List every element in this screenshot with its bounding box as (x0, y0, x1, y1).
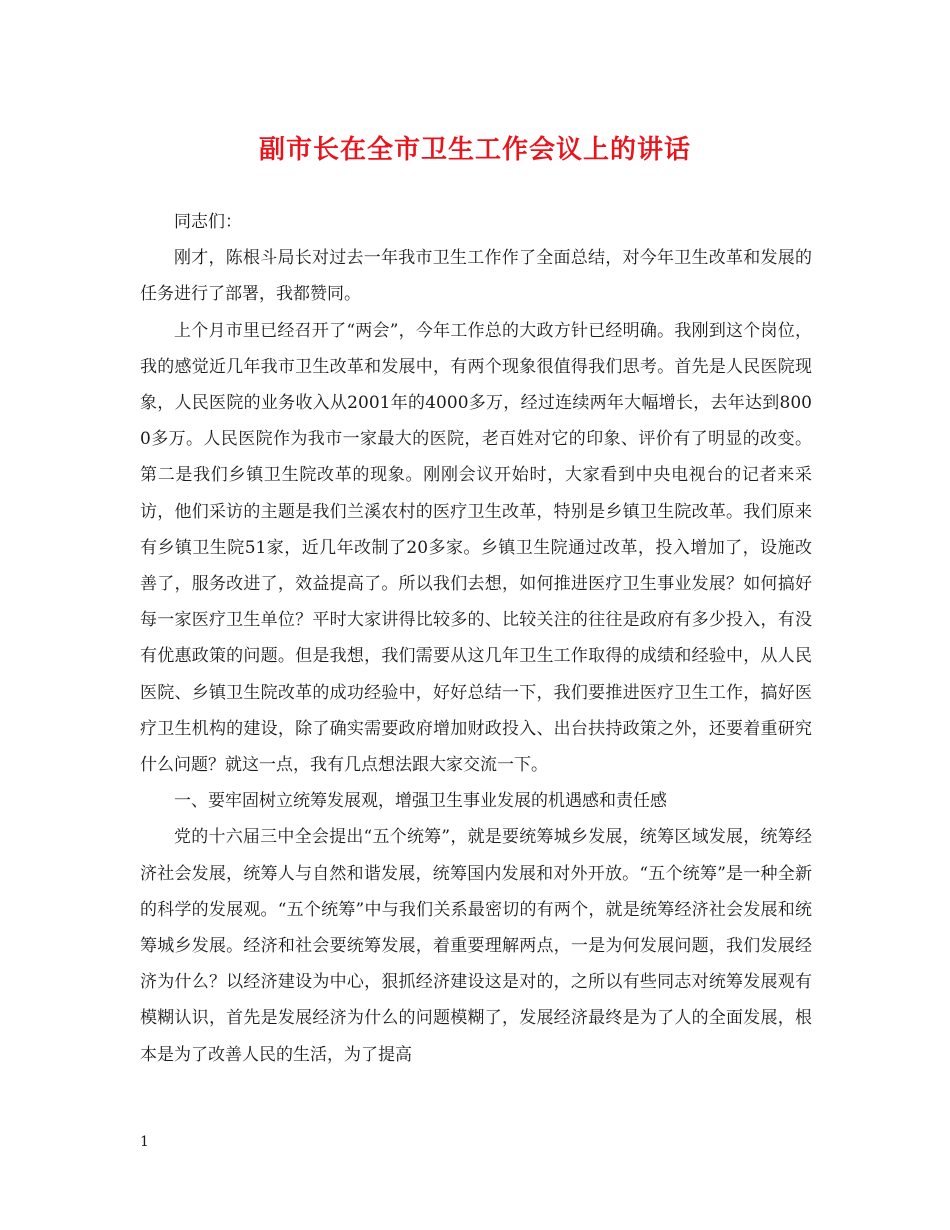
page-number: 1 (140, 1134, 149, 1150)
body-paragraph: 党的十六届三中全会提出“五个统筹”，就是要统筹城乡发展，统筹区域发展，统筹经济社会发展，统筹人与自然和谐发展，统筹国内发展和对外开放。“五个统筹”是一种全新的科学的发展观。“五个统筹”中与我们关系最密切的有两个，就是统筹经济社会发展和统筹城乡发展。经济和社会要统筹发展，着重要理解两点，一是为何发展问题，我们发展经济为什么？以经济建设为中心，狠抓经济建设这是对的，之所以有些同志对统筹发展观有模糊认识，首先是发展经济为什么的问题模糊了，发展经济最终是为了人的全面发展，根本是为了改善人民的生活，为了提高 (140, 827, 812, 1065)
section-heading: 一、要牢固树立统筹发展观，增强卫生事业发展的机遇感和责任感 (174, 791, 667, 812)
body-paragraph: 上个月市里已经召开了“两会”，今年工作总的大政方针已经明确。我刚到这个岗位，我的感觉近几年我市卫生改革和发展中，有两个现象很值得我们思考。首先是人民医院现象，人民医院的业务收入从2001年的4000多万，经过连续两年大幅增长，去年达到8000多万。人民医院作为我市一家最大的医院，老百姓对它的印象、评价有了明显的改变。第二是我们乡镇卫生院改革的现象。刚刚会议开始时，大家看到中央电视台的记者来采访，他们采访的主题是我们兰溪农村的医疗卫生改革，特别是乡镇卫生院改革。我们原来有乡镇卫生院51家，近几年改制了20多家。乡镇卫生院通过改革，投入增加了，设施改善了，服务改进了，效益提高了。所以我们去想，如何推进医疗卫生事业发展？如何搞好每一家医疗卫生单位？平时大家讲得比较多的、比较关注的往往是政府有多少投入，有没有优惠政策的问题。但是我想，我们需要从这几年卫生工作取得的成绩和经验中，从人民医院、乡镇卫生院改革的成功经验中，好好总结一下，我们要推进医疗卫生工作，搞好医疗卫生机构的建设，除了确实需要政府增加财政投入、出台扶持政策之外，还要着重研究什么问题？就这一点，我有几点想法跟大家交流一下。 (140, 320, 812, 776)
body-paragraph: 刚才，陈根斗局长对过去一年我市卫生工作作了全面总结，对今年卫生改革和发展的任务进行了部署，我都赞同。 (140, 248, 812, 305)
document-title: 副市长在全市卫生工作会议上的讲话 (258, 135, 691, 165)
document-body (140, 204, 812, 1073)
salutation-paragraph: 同志们： (174, 212, 242, 232)
